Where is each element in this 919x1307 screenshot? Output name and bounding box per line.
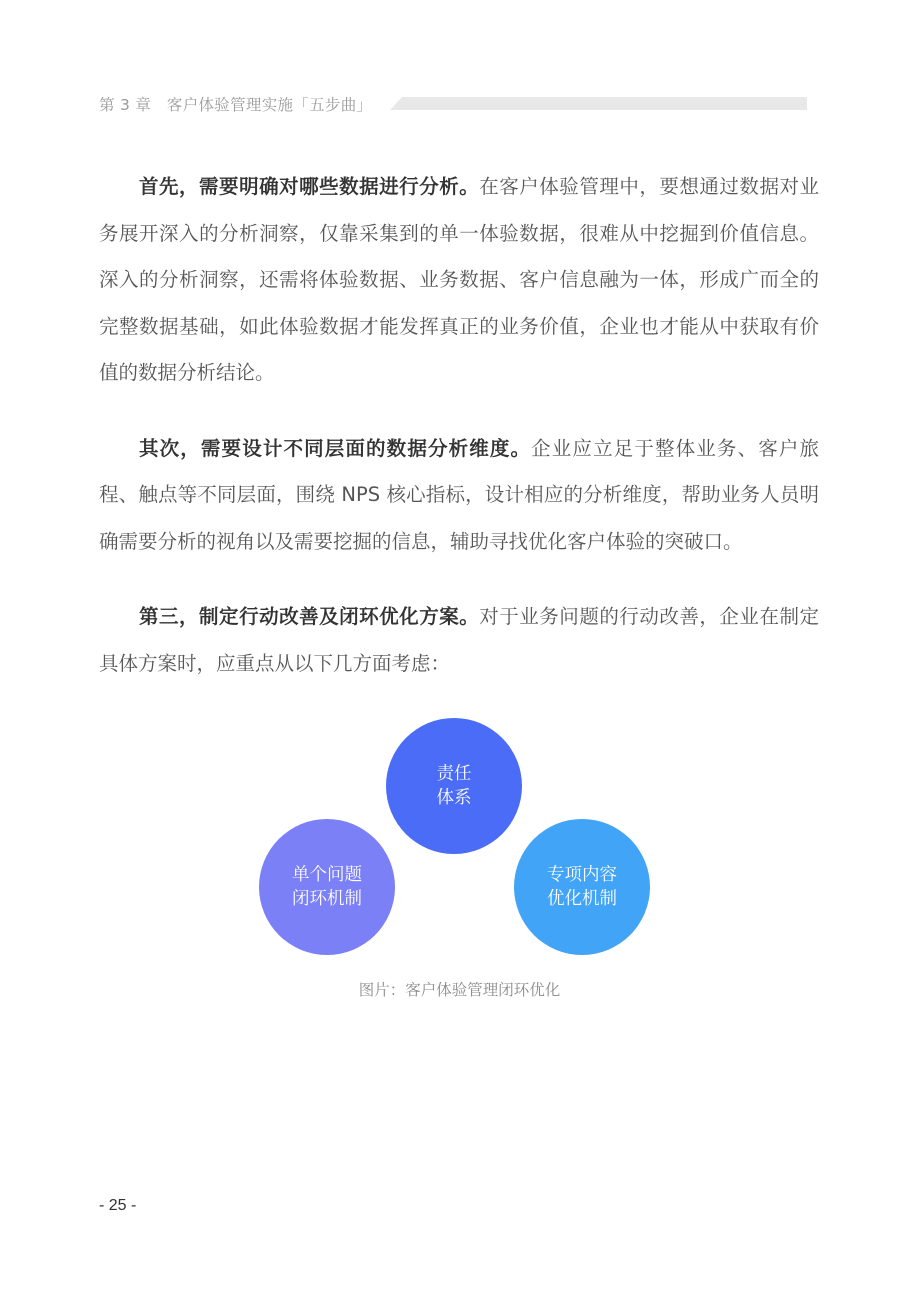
page-header: [99, 92, 808, 116]
paragraph-lead: 首先，需要明确对哪些数据进行分析。: [139, 175, 480, 198]
paragraph-body: 对于业务问题的行动改善，企业在制定具体方案时，应重点从以下几方面考虑：: [99, 605, 819, 675]
circle-label-line2: 体系: [436, 788, 472, 808]
header-decorative-bar: [390, 97, 807, 110]
circle-label-line1: 专项内容: [547, 865, 617, 885]
body-content: [99, 164, 819, 716]
paragraph-body: 在客户体验管理中，要想通过数据对业务展开深入的分析洞察，仅靠采集到的单一体验数据，很难从中挖掘到价值信息。深入的分析洞察，还需将体验数据、业务数据、客户信息融为一体，形成广而全的完整数据基础，如此体验数据才能发挥真正的业务价值，企业也才能从中获取有价值的数据分析结论。: [99, 175, 819, 384]
paragraph-1: [99, 164, 819, 397]
chapter-title: 第 3 章 客户体验管理实施「五步曲」: [99, 96, 373, 114]
paragraph-3: [99, 594, 819, 687]
closed-loop-diagram: [99, 715, 819, 960]
circle-single-issue-loop: [259, 819, 395, 955]
paragraph-lead: 其次，需要设计不同层面的数据分析维度。: [139, 436, 532, 460]
circle-label-line1: 责任: [436, 764, 472, 784]
circle-responsibility-system: [386, 718, 522, 854]
page-number: - 25 -: [99, 1197, 137, 1214]
paragraph-2: [99, 426, 819, 566]
paragraph-lead: 第三，制定行动改善及闭环优化方案。: [139, 605, 480, 628]
circle-label-line2: 闭环机制: [292, 889, 362, 909]
paragraph-body: 企业应立足于整体业务、客户旅程、触点等不同层面，围绕 NPS 核心指标，设计相应的分析维度，帮助业务人员明确需要分析的视角以及需要挖掘的信息，辅助寻找优化客户体验的突破口。: [99, 436, 819, 553]
circle-label-line1: 单个问题: [292, 865, 362, 885]
figure-caption: 图片：客户体验管理闭环优化: [358, 981, 561, 999]
circle-special-content-optimization: [514, 819, 650, 955]
circle-label-line2: 优化机制: [547, 889, 617, 909]
